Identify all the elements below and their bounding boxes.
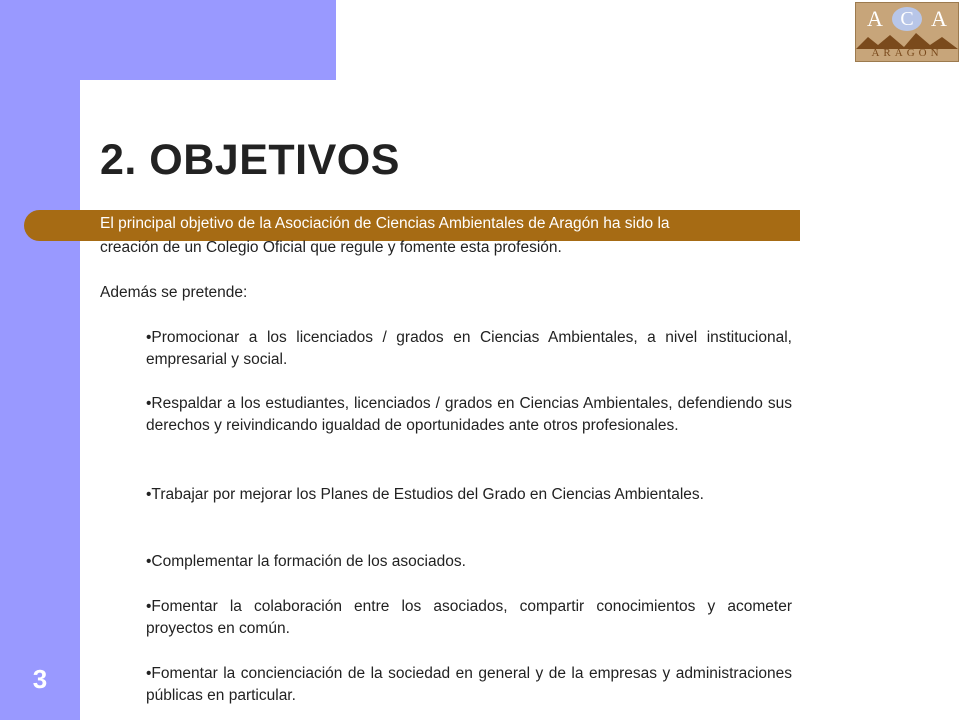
top-decorative-band — [80, 0, 336, 80]
bullet-item: •Fomentar la colaboración entre los asociados, compartir conocimientos y acometer proyectos en común. — [146, 598, 792, 637]
bullet-item: •Respaldar a los estudiantes, licenciados / grados en Ciencias Ambientales, defendiendo sus derechos y reivindicando igualdad de oportunidades ante otros profesionales. — [146, 395, 792, 434]
lead-text: Además se pretende: — [100, 284, 248, 301]
left-decorative-band — [0, 0, 80, 720]
bullet-item: •Promocionar a los licenciados / grados en Ciencias Ambientales, a nivel institucional, empresarial y social. — [146, 329, 792, 368]
bullet-item: •Trabajar por mejorar los Planes de Estudios del Grado en Ciencias Ambientales. — [146, 486, 704, 503]
bullet-item: •Fomentar la concienciación de la sociedad en general y de la empresas y administraciones públicas en particular. — [146, 665, 792, 704]
intro-text-line2: creación de un Colegio Oficial que regule y fomente esta profesión. — [100, 239, 562, 256]
page-number: 3 — [32, 664, 48, 694]
logo-letter-a-left: A — [867, 6, 883, 31]
page-title: 2. OBJETIVOS — [100, 136, 400, 184]
bullet-item: •Complementar la formación de los asociados. — [146, 553, 466, 570]
logo-letter-a-right: A — [931, 6, 947, 31]
logo-word: ARAGÓN — [871, 47, 943, 59]
aca-aragon-logo — [855, 2, 959, 62]
logo-letter-c: C — [892, 7, 922, 31]
intro-text-line1: El principal objetivo de la Asociación de Ciencias Ambientales de Aragón ha sido la — [100, 215, 670, 232]
